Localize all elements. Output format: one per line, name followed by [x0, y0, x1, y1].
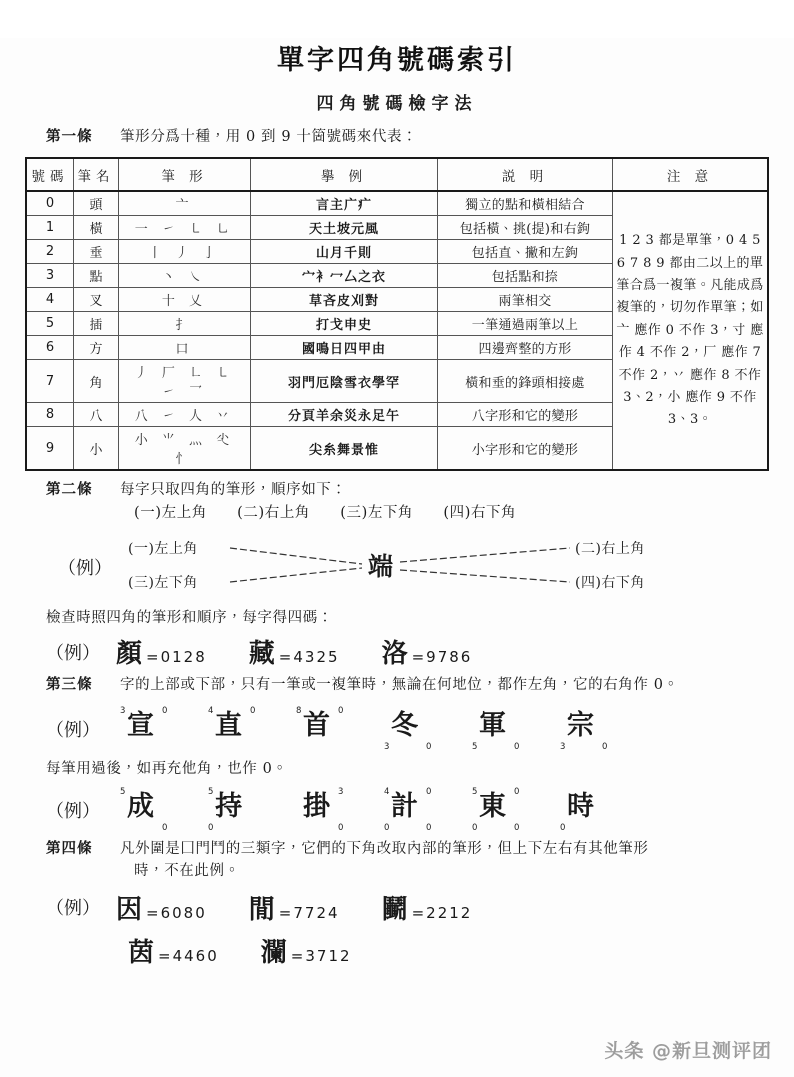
annotated-example — [380, 704, 446, 754]
rule-3-examples-2 — [0, 782, 794, 838]
corner-digit-bottom-right: 0 — [602, 741, 608, 752]
table-row — [26, 191, 768, 216]
cell-desc: 兩筆相交 — [438, 288, 613, 312]
corner-digit-top-left: 5 — [472, 786, 478, 797]
diagram-label-bottom-right: (四)右下角 — [575, 575, 645, 592]
example-character: 因 — [116, 894, 143, 925]
corner-digit-bottom-right: 0 — [514, 822, 520, 833]
annotated-example — [204, 785, 270, 835]
cell-shape: 一 ㇀ ㇄ ㇟ — [119, 216, 251, 240]
rule-2-label: 第二條 — [46, 481, 93, 499]
diagram-label-top-right: (二)右上角 — [575, 541, 645, 558]
corner-digit-bottom-left: 0 — [384, 822, 390, 833]
annotated-example — [556, 785, 622, 835]
document-page — [0, 38, 794, 1077]
corner-digit-top-left: 8 — [296, 705, 302, 716]
annotated-example — [556, 704, 622, 754]
cell-shape: 丨 丿 亅 — [119, 240, 251, 264]
example-item — [382, 889, 473, 926]
example-code: 4325 — [293, 648, 340, 667]
example-paren: （例） — [46, 719, 100, 741]
rule-3-followup: 每筆用過後，如再充他角，也作 0。 — [46, 760, 288, 777]
cell-code: 6 — [26, 336, 74, 360]
header-shape: 筆 形 — [119, 158, 251, 191]
example-paren: （例） — [46, 898, 100, 920]
rule-3-block — [0, 674, 794, 696]
corner-digit-top-right: 0 — [514, 786, 520, 797]
cell-desc: 獨立的點和橫相結合 — [438, 191, 613, 216]
corner-digit-bottom-left: 0 — [472, 822, 478, 833]
rule-1-block — [0, 126, 794, 148]
cell-shape: 十 乂 — [119, 288, 251, 312]
annotated-example — [116, 704, 182, 754]
corner-digit-bottom-left: 3 — [384, 741, 390, 752]
stroke-code-table — [25, 157, 769, 471]
rule-2-examples — [0, 633, 794, 670]
equals-sign: = — [278, 648, 292, 667]
cell-desc: 八字形和它的變形 — [438, 403, 613, 427]
table-header-row — [26, 158, 768, 191]
corner-digit-bottom-right: 0 — [426, 741, 432, 752]
cell-code: 4 — [26, 288, 74, 312]
example-character: 瀾 — [260, 937, 287, 968]
cell-name: 橫 — [74, 216, 119, 240]
page-subtitle: 四角號碼檢字法 — [316, 94, 478, 114]
cell-desc: 一筆通過兩筆以上 — [438, 312, 613, 336]
cell-desc: 包括橫、挑(提)和右鉤 — [438, 216, 613, 240]
cell-desc: 包括點和捺 — [438, 264, 613, 288]
cell-example: 尖糸舞景惟 — [251, 427, 438, 471]
cell-code: 8 — [26, 403, 74, 427]
rule-1-line — [46, 126, 748, 148]
diagram-label-bottom-left: (三)左下角 — [128, 575, 198, 592]
example-code: 4460 — [172, 946, 219, 965]
example-item — [128, 932, 219, 969]
cell-code: 9 — [26, 427, 74, 471]
equals-sign: = — [146, 903, 159, 922]
cell-example: 打戈申史 — [251, 312, 438, 336]
cell-example: 國鳴日四甲由 — [251, 336, 438, 360]
corner-digit-top-right: 3 — [338, 786, 344, 797]
rule-2-line — [46, 479, 748, 501]
rule-4-line — [46, 838, 748, 860]
example-item — [116, 889, 207, 926]
rule-4-text: 凡外圍是囗門鬥的三類字，它們的下角改取內部的筆形，但上下左右有其他筆形 — [120, 840, 649, 857]
example-item — [249, 633, 340, 670]
example-character: 東 — [479, 790, 506, 822]
diagram-connector-lines — [0, 528, 794, 606]
cell-example: 山月千則 — [251, 240, 438, 264]
header-desc: 説 明 — [438, 158, 613, 191]
cell-name: 頭 — [74, 191, 119, 216]
header-example: 擧 例 — [251, 158, 438, 191]
rule-2-followup: 檢查時照四角的筆形和順序，每字得四碼： — [46, 610, 333, 627]
cell-code: 7 — [26, 360, 74, 403]
example-item — [116, 633, 207, 670]
example-character: 軍 — [479, 709, 506, 741]
rule-3-label: 第三條 — [46, 676, 93, 694]
equals-sign: = — [290, 946, 304, 965]
corner-digit-top-right: 0 — [162, 705, 168, 716]
cell-name: 小 — [74, 427, 119, 471]
header-name: 筆名 — [74, 158, 119, 191]
example-character: 首 — [303, 709, 330, 741]
cell-name: 插 — [74, 312, 119, 336]
annotated-example — [292, 704, 358, 754]
cell-name: 角 — [74, 360, 119, 403]
example-code: 9786 — [426, 648, 473, 667]
rule-1-text: 筆形分爲十種，用 0 到 9 十箇號碼來代表： — [120, 129, 418, 145]
example-character: 成 — [127, 790, 154, 822]
annotated-example — [468, 704, 534, 754]
corner-digit-bottom-right: 0 — [514, 741, 520, 752]
rule-2-order: (一)左上角 (二)右上角 (三)左下角 (四)右下角 — [134, 504, 517, 521]
rule-2-text: 每字只取四角的筆形，順序如下： — [120, 482, 347, 499]
corner-digit-bottom-right: 0 — [162, 822, 168, 833]
cell-example: 宀衤冖厶之衣 — [251, 264, 438, 288]
watermark — [604, 1036, 772, 1063]
annotated-example — [204, 704, 270, 754]
cell-name: 垂 — [74, 240, 119, 264]
annotated-example — [380, 785, 446, 835]
example-paren: （例） — [46, 800, 100, 822]
example-character: 顏 — [116, 639, 143, 670]
corner-digit-top-left: 5 — [120, 786, 126, 797]
rule-3-examples — [0, 701, 794, 757]
example-code: 3712 — [305, 946, 352, 965]
corner-digit-top-left: 3 — [120, 705, 126, 716]
example-item — [249, 889, 340, 926]
cell-code: 0 — [26, 191, 74, 216]
cell-shape: 扌 — [119, 312, 251, 336]
cell-name: 叉 — [74, 288, 119, 312]
watermark-brand: 头条 — [604, 1040, 645, 1062]
cell-desc: 包括直、撇和左鉤 — [438, 240, 613, 264]
cell-name: 八 — [74, 403, 119, 427]
cell-shape: 丶 ㇏ — [119, 264, 251, 288]
corner-digit-top-right: 0 — [250, 705, 256, 716]
rule-4-examples-row-1 — [0, 889, 794, 926]
diagram-center-character: 端 — [368, 552, 394, 582]
example-character: 時 — [567, 790, 594, 822]
example-paren: （例） — [46, 642, 100, 664]
rule-2-block — [0, 479, 794, 524]
rule-4-block — [0, 838, 794, 883]
example-item — [382, 633, 473, 670]
equals-sign: = — [411, 903, 425, 922]
table-body — [26, 191, 768, 470]
example-code: 6080 — [160, 903, 207, 922]
page-title: 單字四角號碼索引 — [277, 45, 517, 76]
cell-name: 點 — [74, 264, 119, 288]
cell-desc: 小字形和它的變形 — [438, 427, 613, 471]
diagram-label-top-left: (一)左上角 — [128, 541, 198, 558]
corner-digit-top-left: 4 — [208, 705, 214, 716]
annotated-example — [116, 785, 182, 835]
corner-digit-top-left: 5 — [208, 786, 214, 797]
header-note: 注 意 — [613, 158, 769, 191]
cell-shape: 亠 — [119, 191, 251, 216]
cell-code: 2 — [26, 240, 74, 264]
cell-code: 5 — [26, 312, 74, 336]
cell-example: 天土坡元風 — [251, 216, 438, 240]
example-character: 鬭 — [381, 894, 408, 925]
example-character: 洛 — [381, 639, 408, 670]
rule-4-text-cont: 時，不在此例。 — [134, 863, 240, 880]
example-character: 掛 — [303, 790, 330, 822]
example-character: 直 — [215, 709, 242, 741]
example-character: 宗 — [567, 709, 594, 741]
example-character: 計 — [391, 790, 418, 822]
cell-code: 1 — [26, 216, 74, 240]
corner-digit-top-right: 0 — [338, 705, 344, 716]
annotated-example — [468, 785, 534, 835]
example-paren: （例） — [58, 558, 112, 580]
equals-sign: = — [411, 648, 425, 667]
example-character: 藏 — [248, 639, 275, 670]
example-character: 茵 — [128, 937, 155, 968]
cell-example: 言主广疒 — [251, 191, 438, 216]
equals-sign: = — [158, 946, 171, 965]
rule-4-label: 第四條 — [46, 839, 93, 857]
cell-example: 草吝皮刈對 — [251, 288, 438, 312]
cell-desc: 橫和垂的鋒頭相接處 — [438, 360, 613, 403]
cell-name: 方 — [74, 336, 119, 360]
cell-code: 3 — [26, 264, 74, 288]
rule-3-text: 字的上部或下部，只有一筆或一複筆時，無論在何地位，都作左角，它的右角作 0。 — [120, 677, 679, 694]
example-code: 2212 — [426, 903, 473, 922]
equals-sign: = — [146, 648, 159, 667]
cell-shape: 八 ㇀ 人 丷 — [119, 403, 251, 427]
corner-digit-bottom-left: 5 — [472, 741, 478, 752]
cell-desc: 四邊齊整的方形 — [438, 336, 613, 360]
example-character: 閒 — [248, 894, 275, 925]
cell-example: 分頁羊余災永足午 — [251, 403, 438, 427]
cell-shape: 小 ⺌ 灬 尐 忄 — [119, 427, 251, 471]
rule-1-label: 第一條 — [46, 128, 93, 145]
corner-digit-top-right: 0 — [426, 786, 432, 797]
watermark-handle: @新旦测评团 — [651, 1040, 772, 1062]
cell-example: 羽門厄陰雪衣學罕 — [251, 360, 438, 403]
cell-shape: 口 — [119, 336, 251, 360]
example-code: 7724 — [293, 903, 340, 922]
annotated-example — [292, 785, 358, 835]
example-character: 宣 — [127, 709, 154, 741]
rule-4-examples-row-2 — [0, 932, 794, 969]
corner-digit-bottom-left: 0 — [208, 822, 214, 833]
header-code: 號碼 — [26, 158, 74, 191]
corner-digit-bottom-left: 3 — [560, 741, 566, 752]
example-character: 冬 — [391, 709, 418, 741]
corner-order-diagram — [0, 528, 794, 606]
corner-digit-bottom-left: 0 — [560, 822, 566, 833]
example-character: 持 — [215, 790, 242, 822]
example-code: 0128 — [160, 648, 207, 667]
cell-note: 1 2 3 都是單筆，0 4 5 6 7 8 9 都由二以上的單筆合爲一複筆。凡能成爲複筆的，切勿作單筆；如 亠 應作 0 不作 3，寸 應作 4 不作 2，厂 應作 7 不作 2，丷 應作 8 不作 3、2，小 應作 9 不作 3、3。 — [613, 191, 769, 470]
equals-sign: = — [278, 903, 292, 922]
cell-shape: 丿 厂 ㇗ ㇄ ㇀ 乛 — [119, 360, 251, 403]
corner-digit-bottom-right: 0 — [338, 822, 344, 833]
corner-digit-bottom-right: 0 — [426, 822, 432, 833]
rule-3-line — [46, 674, 748, 696]
example-item — [261, 932, 352, 969]
corner-digit-top-left: 4 — [384, 786, 390, 797]
